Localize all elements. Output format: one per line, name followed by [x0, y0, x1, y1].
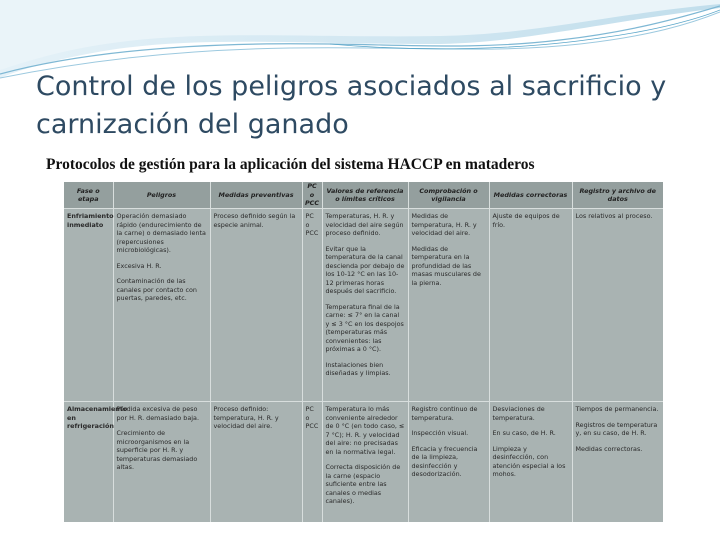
cell-text: Excesiva H. R.	[116, 261, 162, 270]
table-row	[64, 209, 663, 402]
slide-subtitle: Protocolos de gestión para la aplicación del sistema HACCP en mataderos	[46, 156, 535, 173]
header-records: Registro y archivo de datos	[572, 182, 663, 209]
cell-text: Inspección visual.	[411, 429, 469, 437]
cell-text: Pérdida excesiva de peso por H. R. demasiado baja.	[116, 405, 200, 422]
cell-preventive	[210, 402, 302, 523]
header-pc: PC o PCC	[302, 182, 322, 209]
cell-corrective	[489, 402, 572, 523]
cell-text: Instalaciones bien diseñadas y limpias.	[325, 360, 391, 377]
table-header-row	[64, 182, 663, 209]
cell-text: Tiempos de permanencia.	[575, 405, 659, 413]
slide-title: Control de los peligros asociados al sacrificio y carnización del ganado	[36, 71, 667, 140]
header-hazards: Peligros	[113, 182, 210, 209]
cell-text: Temperatura final de la carne: ≤ 7° en la canal y ≤ 3 °C en los despojos (temperaturas más convenientes: las próximas a 0 °C).	[325, 302, 404, 353]
cell-text: Los relativos al proceso.	[575, 212, 653, 220]
cell-text: Operación demasiado rápido (endurecimiento de la carne) o demasiado lenta (repercusiones microbiológicas).	[116, 212, 206, 254]
cell-text: Registro continuo de temperatura.	[411, 405, 478, 422]
cell-limits	[322, 209, 408, 402]
haccp-table-image	[64, 182, 663, 522]
cell-text: Limpieza y desinfección, con atención especial a los mohos.	[492, 444, 566, 478]
cell-text: Medidas de temperatura en la profundidad de las masas musculares de la pierna.	[411, 244, 481, 287]
cell-limits	[322, 402, 408, 523]
cell-records	[572, 402, 663, 523]
cell-text: Proceso definido según la especie animal.	[213, 212, 296, 229]
cell-records	[572, 209, 663, 402]
cell-corrective	[489, 209, 572, 402]
cell-text: PC o PCC	[305, 212, 319, 237]
cell-text: Contaminación de las canales por contacto con puertas, paredes, etc.	[116, 277, 197, 302]
cell-text: En su caso, de H. R.	[492, 429, 556, 437]
cell-text: Medidas correctoras.	[575, 444, 643, 453]
header-corrective: Medidas correctoras	[489, 182, 572, 209]
cell-pc	[302, 209, 322, 402]
cell-hazards	[113, 402, 210, 523]
cell-stage: Enfriamiento inmediato	[64, 209, 113, 402]
cell-text: PC o PCC	[305, 405, 319, 430]
cell-stage: Almacenamiento en refrigeración	[64, 402, 113, 523]
header-stage: Fase o etapa	[64, 182, 113, 209]
cell-text: Medidas de temperatura, H. R. y velocidad del aire.	[411, 212, 477, 237]
cell-text: Desviaciones de temperatura.	[492, 405, 545, 422]
cell-text: Evitar que la temperatura de la canal descienda por debajo de los 10-12 °C en las 10-12 primeras horas después del sacrificio.	[325, 244, 405, 295]
cell-pc	[302, 402, 322, 523]
cell-text: Eficacia y frecuencia de la limpieza, desinfección y desodorización.	[411, 444, 478, 478]
cell-text: Registros de temperatura y, en su caso, de H. R.	[575, 420, 658, 437]
haccp-table	[64, 182, 663, 522]
header-monitoring: Comprobación o vigilancia	[408, 182, 489, 209]
cell-preventive	[210, 209, 302, 402]
cell-text: Temperaturas, H. R. y velocidad del aire según proceso definido.	[325, 212, 404, 237]
cell-text: Crecimiento de microorganismos en la superficie por H. R. y temperaturas demasiado altas.	[116, 429, 198, 471]
header-preventive: Medidas preventivas	[210, 182, 302, 209]
cell-text: Correcta disposición de la carne (espacio suficiente entre las canales o medias canales).	[325, 463, 401, 505]
cell-text: Ajuste de equipos de frío.	[492, 212, 560, 229]
cell-monitoring	[408, 402, 489, 523]
cell-hazards	[113, 209, 210, 402]
header-limits: Valores de referencia o límites críticos	[322, 182, 408, 209]
cell-text: Temperatura lo más conveniente alrededor de 0 °C (en todo caso, ≤ 7 °C); H. R. y velocidad del aire: no precisadas en la normativa legal.	[325, 405, 405, 456]
cell-monitoring	[408, 209, 489, 402]
cell-text: Proceso definido: temperatura, H. R. y velocidad del aire.	[213, 405, 279, 430]
table-row	[64, 402, 663, 523]
